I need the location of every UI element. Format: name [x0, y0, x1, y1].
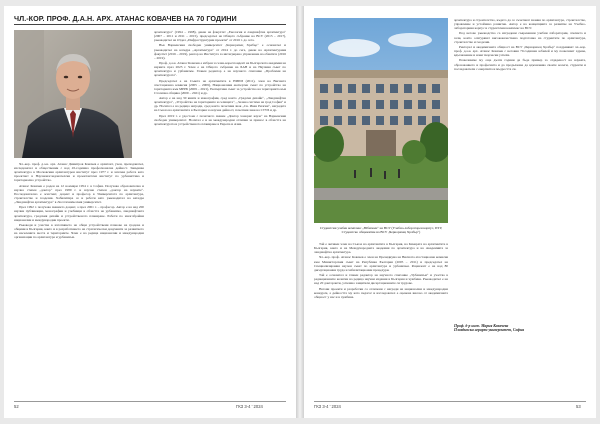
footer-rule: [314, 401, 586, 402]
paragraph: Под негово ръководство са изградени съвременни учебни лаборатории, ателиета и зали, които осигуряват висококачествена подготовка на студентите по архитектура, строителство и геодезия.: [454, 31, 586, 44]
text-column-1: [14, 162, 144, 398]
paragraph: Във Варненския свободен университет „Черноризец Храбър“ е основател и ръководител на катедра „Архитектура“ от 2014 г. до сега, декан на Архитектурния факултет (2016 – 2019), ректор на Института за интегрирано управление на обектите (2016 – 2019).: [154, 43, 286, 60]
text-column-3: [314, 242, 448, 398]
paragraph: Ръководи и участва в изготвянето на общи устройствени планове на градове и общини в България, както и в разработването на стратегически документи за развитието на населените места и териториите. Член е на редица национални и международни организации по архитектура и урбанизъм.: [14, 222, 144, 240]
paragraph: Той е основател и главен редактор на научното списание „Урбанизъм“ и участва в редакционните колегии на редица научни издания в България и чужбина. Ръководител е на над 20 докторанти, успешно защитили дисертационните си трудове.: [314, 273, 448, 286]
paragraph: Чл.-кор. проф. д.а.н. арх. Атанас Димитров Ковачев е архитект, учен, преподавател, изследовател и общественик с над 45-годишна професионална дейност. Завършва архитектура в Московския архитектурен институт през 1977 г. и започва работа като проектант в Научноизследователски и проектантски институт по урбанистика и териториално устройство.: [14, 162, 144, 183]
paragraph: Автор е на над 30 книги и монографии, сред които „Градски дизайн“, „Ландшафтна архитектура“, „Устройство на териториите и селищата“, „Зелена система на град София“ и др. Носител е на редица награди, сред които почетния знак „Св. Иван Рилски“, наградата на Съюза на архитектите в България за научна дейност, почетния знак на СТУБ и др.: [154, 96, 286, 113]
author-name: Проф. д-р инж. Мария Ковачева: [454, 324, 509, 328]
paragraph: Атанас Ковачев е роден на 12 ноември 1954 г. в София. Получава образователна и научна степен „доктор“ през 1989 г. и научна степен „доктор на науките“. Последователно е асистент, доцент и професор в Университета по архитектура, строителство и геодезия. Хабилитира се и работи като ръководител на катедра „Ландшафтна архитектура“ в Лесотехническия университет.: [14, 183, 144, 205]
paragraph: архитектура“ (1994 – 1998), декан на факултет „Екология и ландшафтна архитектура“ (2007 – 2011 и 2011 – 2015), председател на Общото събрание на ВСУ (2015 – 2017), ръководител на Отдел „Инфраструктурни проекти“ от 2016 г. до сега.: [154, 30, 286, 43]
paragraph: Той е активен член на Съюза на архитектите в България, на Камарата на архитектите в България, както и на Международната академия по архитектура и на Академията за ландшафтна архитектура.: [314, 242, 448, 255]
paragraph: Проф. д.а.н. Атанас Ковачев е избран за член-кореспондент на Българската академия на науките през 2023 г. Член е на Общото събрание на БАН и на Научния съвет по архитектура и урбанизъм. Главен редактор е на научното списание „Проблеми на архитектурата“.: [154, 61, 286, 78]
paragraph: Пожелаваме му още дълги години да бъде пример за отдаденост на науката, образованието и професията и да продължава да вдъхновява своите колеги, студенти и последователи с енергията и мъдростта си.: [454, 58, 586, 71]
journal-issue: ГКЗ 3-4 ' 2024: [236, 404, 263, 409]
article-title: ЧЛ.-КОР. ПРОФ. Д.А.Н. АРХ. АТАНАС КОВАЧЕВ НА 70 ГОДИНИ: [14, 14, 237, 23]
text-column-2: [154, 30, 286, 398]
paragraph: Чл.-кор. проф. Атанас Ковачев е член на Президиума на Висшата атестационна комисия към Министерския съвет на Република България (2005 – 2011) и председател на Специализирания научен съвет по архитектура и урбанизъм. Рецензент е на над 80 дисертационни труда и хабилитационни процедури.: [314, 255, 448, 272]
page-number: 52: [14, 404, 19, 409]
campus-photo: [314, 18, 448, 223]
title-rule: [14, 24, 286, 25]
paragraph: архитектура и строителство, където да се съчетават знания по архитектура, строителство, управление и устойчиво развитие. Автор е на концепцията за развитие на Учебно-лабораторния корпус и студентския комплекс на ВСУ.: [454, 18, 586, 31]
left-page: [4, 6, 296, 418]
paragraph: През 1992 г. получава званието доцент, а през 2001 г. – професор. Автор е на над 200 научни публикации, монографии и учебници в областта на урбанизма, ландшафтната архитектура, градския дизайн и устройственото планиране. Работи по многобройни национални и международни проекти.: [14, 205, 144, 222]
campus-image: [314, 18, 448, 223]
journal-issue: ГКЗ 3-4 ' 2024: [314, 404, 341, 409]
text-column-4: [454, 18, 586, 318]
right-page: [304, 6, 596, 418]
author-affiliation: Пловдивски аграрен университет, София: [454, 328, 525, 333]
paragraph: Ректорът и академичната общност на ВСУ „Черноризец Храбър“ поздравяват чл.-кор. проф. д.а.н. арх. Атанас Ковачев с неговия 70-годишен юбилей и му пожелават здраве, вдъхновение и нови творчески успехи.: [454, 44, 586, 58]
author-signature: [454, 324, 586, 333]
paragraph: Председател е на Съвета на архитектите в НИПИ (2011), член на Висшата атестационна комисия (2005 – 2009), Националния експертен съвет по устройство на територията към МРРБ (2009 – 2021), Експертния съвет за устройство на територията към Столична община (2009 – 2021) и др.: [154, 78, 286, 95]
page-number: 53: [576, 404, 581, 409]
paragraph: Негови проекти и разработки са отличени с награди на национални и международни конкурси, а дейността му като педагог и изследовател е оценена високо от академичната общност у нас и в чужбина.: [314, 286, 448, 299]
footer-rule: [14, 401, 286, 402]
paragraph: През 2019 г. е удостоен с почетното звание „Доктор хонорис кауза“ на Варненския свободен университет. Носител е и на международни отличия за принос в областта на архитектурата и устройственото планиране в Европа и Азия.: [154, 113, 286, 126]
portrait-image: [14, 30, 132, 158]
portrait-photo: [14, 30, 132, 158]
page-gutter: [296, 6, 304, 418]
photo-caption: Студентски учебен комплекс „Юбилеен“ на ВСУ (Учебно-лабораторен корпус, ПТУ, Студентско общежитие на ВСУ „Черноризец Храбър“): [319, 226, 443, 235]
